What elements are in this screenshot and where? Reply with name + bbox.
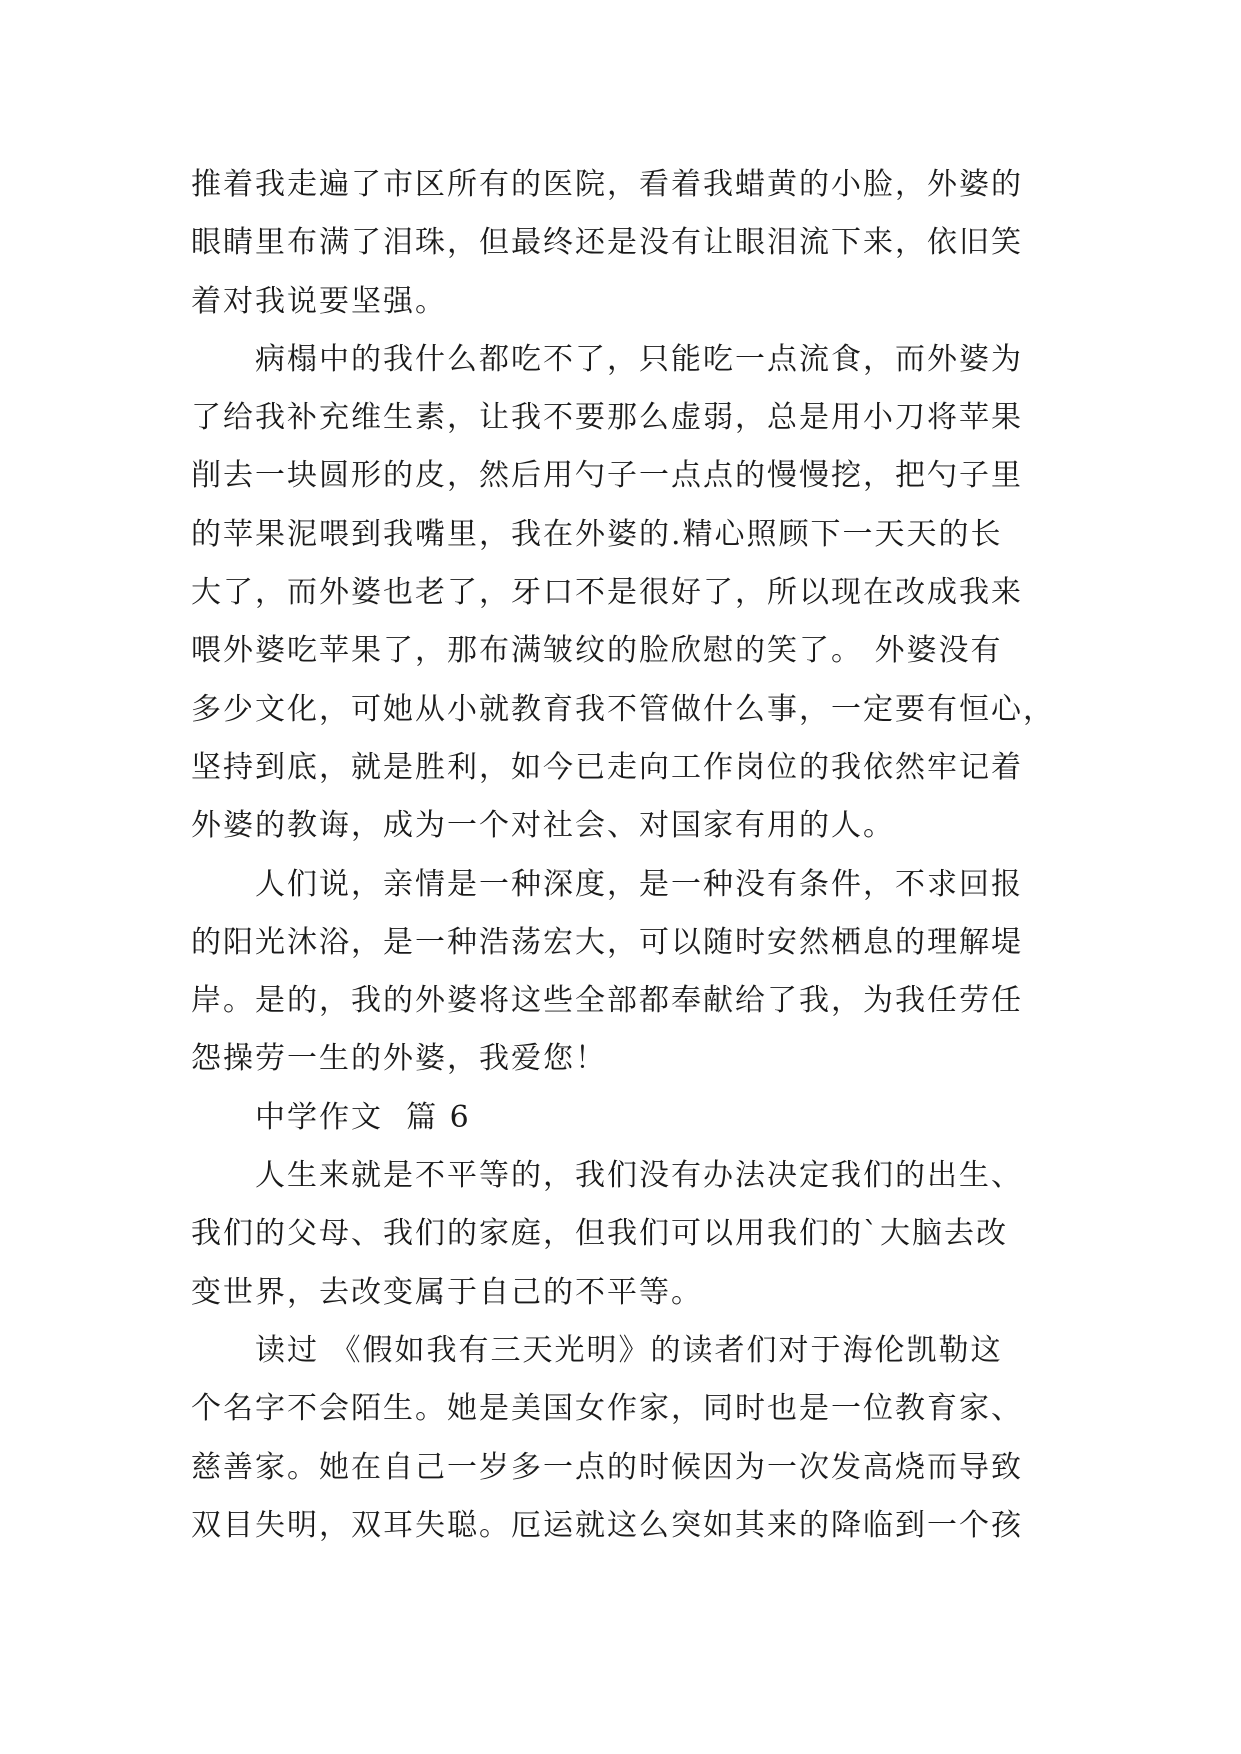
text-line: 推着我走遍了市区所有的医院，看着我蜡黄的小脸，外婆的: [191, 167, 1023, 202]
text-line: 了给我补充维生素，让我不要那么虚弱，总是用小刀将苹果: [191, 400, 1023, 436]
text-line: 个名字不会陌生。她是美国女作家，同时也是一位教育家、: [191, 1391, 1023, 1427]
text-line: 着对我说要坚强。: [191, 283, 447, 319]
text-line: 喂外婆吃苹果了，那布满皱纹的脸欣慰的笑了。 外婆没有: [191, 633, 1003, 669]
text-line: 坚持到底，就是胜利，如今已走向工作岗位的我依然牢记着: [191, 749, 1023, 785]
text-line: 我们的父母、我们的家庭，但我们可以用我们的`大脑去改: [191, 1216, 1008, 1252]
body-text: [191, 156, 1071, 1555]
text-line: 眼睛里布满了泪珠，但最终还是没有让眼泪流下来，依旧笑: [191, 225, 1023, 261]
text-line: 的苹果泥喂到我嘴里，我在外婆的.精心照顾下一天天的长: [191, 516, 1003, 552]
text-line: 慈善家。她在自己一岁多一点的时候因为一次发高烧而导致: [191, 1449, 1023, 1485]
text-line: 病榻中的我什么都吃不了，只能吃一点流食，而外婆为: [255, 341, 1023, 377]
text-line: 的阳光沐浴，是一种浩荡宏大，可以随时安然栖息的理解堤: [191, 924, 1023, 960]
text-line: 外婆的教诲，成为一个对社会、对国家有用的人。: [191, 808, 895, 844]
text-line: 削去一块圆形的皮，然后用勺子一点点的慢慢挖，把勺子里: [191, 458, 1023, 494]
text-line: 变世界，去改变属于自己的不平等。: [191, 1274, 703, 1310]
text-line: 怨操劳一生的外婆，我爱您！: [191, 1041, 607, 1077]
text-line: 读过 《假如我有三天光明》的读者们对于海伦凯勒这: [255, 1332, 1003, 1368]
section-heading: 中学作文 篇 6: [255, 1099, 471, 1135]
text-line: 多少文化，可她从小就教育我不管做什么事，一定要有恒心，: [191, 691, 1055, 727]
text-line: 大了，而外婆也老了，牙口不是很好了，所以现在改成我来: [191, 575, 1023, 611]
text-line: 人们说，亲情是一种深度，是一种没有条件，不求回报: [255, 866, 1023, 902]
text-line: 人生来就是不平等的，我们没有办法决定我们的出生、: [255, 1158, 1023, 1194]
text-line: 双目失明，双耳失聪。厄运就这么突如其来的降临到一个孩: [191, 1507, 1023, 1543]
text-line: 岸。是的，我的外婆将这些全部都奉献给了我，为我任劳任: [191, 983, 1023, 1019]
